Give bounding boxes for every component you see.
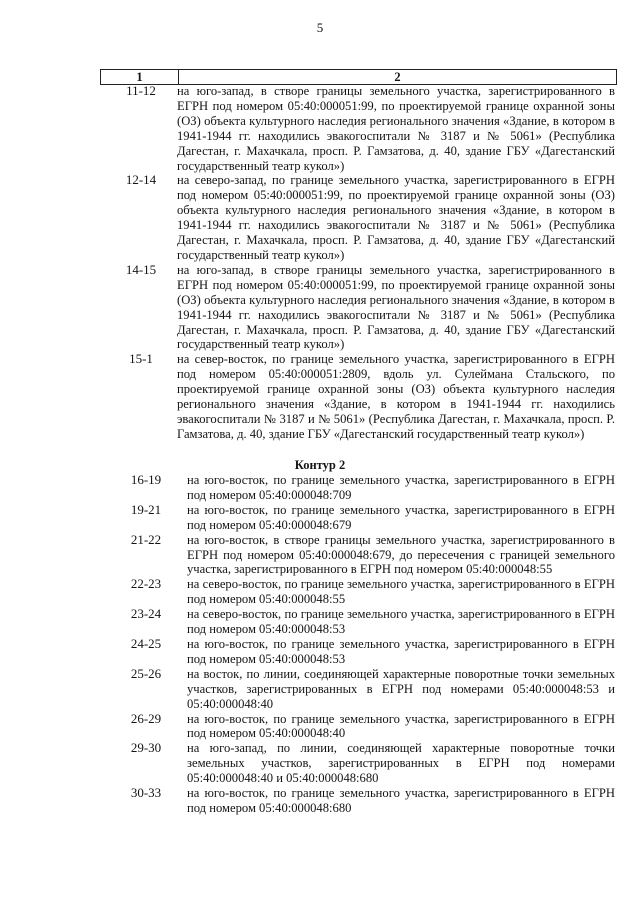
table-row [105, 607, 615, 637]
segment-number: 14-15 [125, 261, 157, 277]
segment-description: на юго-восток, по границе земельного участка, зарегистрированного в ЕГРН под номером 05:40:000048:679 [187, 502, 615, 532]
contour-1-rows [105, 84, 615, 442]
table-row [105, 667, 615, 712]
segment-number: 12-14 [125, 172, 157, 188]
segment-number: 24-25 [130, 635, 162, 651]
segment-description: на юго-восток, по границе земельного участка, зарегистрированного в ЕГРН под номером 05:40:000048:53 [187, 636, 615, 666]
segment-number: 11-12 [126, 83, 156, 98]
segment-description: на юго-запад, в створе границы земельного участка, зарегистрированного в ЕГРН под номером 05:40:000051:99, по проектируемой границе охранной зоны (ОЗ) объекта культурного наследия регионального значения «Здание, в котором в 1941-1944 гг. находились эвакогоспитали № 3187 и № 5061» (Республика Дагестан, г. Махачкала, просп. Р. Гамзатова, д. 40, здание ГБУ «Дагестанский государственный театр кукол») [177, 84, 615, 173]
segment-number: 21-22 [130, 531, 162, 547]
table-row [105, 84, 615, 173]
page-number: 5 [316, 20, 324, 35]
segment-description: на юго-запад, в створе границы земельного участка, зарегистрированного в ЕГРН под номером 05:40:000051:99, по проектируемой границе охранной зоны (ОЗ) объекта культурного наследия регионального значения «Здание, в котором в 1941-1944 гг. находились эвакогоспитали № 3187 и № 5061» (Республика Дагестан, г. Махачкала, просп. Р. Гамзатова, д. 40, здание ГБУ «Дагестанский государственный театр кукол») [177, 262, 615, 352]
segment-description: на юго-запад, по линии, соединяющей характерные поворотные точки земельных участков, зарегистрированных в ЕГРН под номерами 05:40:000048:40 и 05:40:000048:680 [187, 741, 615, 786]
segment-description: на северо-восток, по границе земельного участка, зарегистрированного в ЕГРН под номером 05:40:000048:55 [187, 577, 615, 607]
segment-number: 16-19 [130, 472, 162, 487]
table-row [105, 173, 615, 262]
segment-description: на юго-восток, по границе земельного участка, зарегистрированного в ЕГРН под номером 05:40:000048:709 [187, 473, 615, 502]
table-header [100, 69, 617, 85]
segment-description: на юго-восток, по границе земельного участка, зарегистрированного в ЕГРН под номером 05:40:000048:40 [187, 711, 615, 741]
table-row [105, 503, 615, 533]
segment-description: на север-восток, по границе земельного участка, зарегистрированного в ЕГРН под номером 05:40:000051:2809, вдоль ул. Сулеймана Стальского, по проектируемой границе охранной зоны (ОЗ) объекта культурного наследия регионального значения «Здание, в котором в 1941-1944 гг. находились эвакогоспитали № 3187 и № 5061» (Республика Дагестан, г. Махачкала, просп. Р. Гамзатова, д. 40, здание ГБУ «Дагестанский государственный театр кукол») [177, 352, 615, 441]
table-row [105, 786, 615, 816]
table-header-col2: 2 [394, 70, 401, 84]
segment-number: 25-26 [130, 665, 162, 681]
table-row [105, 533, 615, 578]
contour-2-rows [105, 473, 615, 816]
segment-description: на северо-восток, по границе земельного участка, зарегистрированного в ЕГРН под номером 05:40:000048:53 [187, 607, 615, 637]
table-row [105, 741, 615, 786]
table-row [105, 637, 615, 667]
segment-description: на северо-запад, по границе земельного участка, зарегистрированного в ЕГРН под номером 05:40:000051:99, по проектируемой границе охранной зоны (ОЗ) объекта культурного наследия регионального значения «Здание, в котором в 1941-1944 гг. находились эвакогоспитали № 3187 и № 5061» (Республика Дагестан, г. Махачкала, просп. Р. Гамзатова, д. 40, здание ГБУ «Дагестанский государственный театр кукол») [177, 173, 615, 262]
table-row [105, 712, 615, 742]
segment-description: на юго-восток, по границе земельного участка, зарегистрированного в ЕГРН под номером 05:40:000048:680 [187, 786, 615, 815]
table-row [105, 263, 615, 352]
table-row [105, 577, 615, 607]
table-row [105, 352, 615, 441]
table-header-col1: 1 [101, 70, 179, 84]
segment-description: на восток, по линии, соединяющей характерные поворотные точки земельных участков, зарегистрированных в ЕГРН под номерами 05:40:000048:53 и 05:40:000048:40 [187, 666, 615, 711]
segment-number: 26-29 [130, 710, 162, 726]
contour-title: Контур 2 [294, 458, 346, 472]
table-row [105, 473, 615, 503]
segment-number: 23-24 [130, 606, 162, 622]
segment-number: 30-33 [130, 785, 162, 801]
segment-number: 15-1 [129, 351, 153, 367]
segment-number: 22-23 [130, 576, 162, 592]
segment-description: на юго-восток, в створе границы земельного участка, зарегистрированного в ЕГРН под номером 05:40:000048:679, до пересечения с границей земельного участка, зарегистрированного в ЕГРН под номером 05:40:000048:55 [187, 532, 615, 577]
segment-number: 19-21 [130, 501, 162, 517]
segment-number: 29-30 [130, 740, 162, 756]
